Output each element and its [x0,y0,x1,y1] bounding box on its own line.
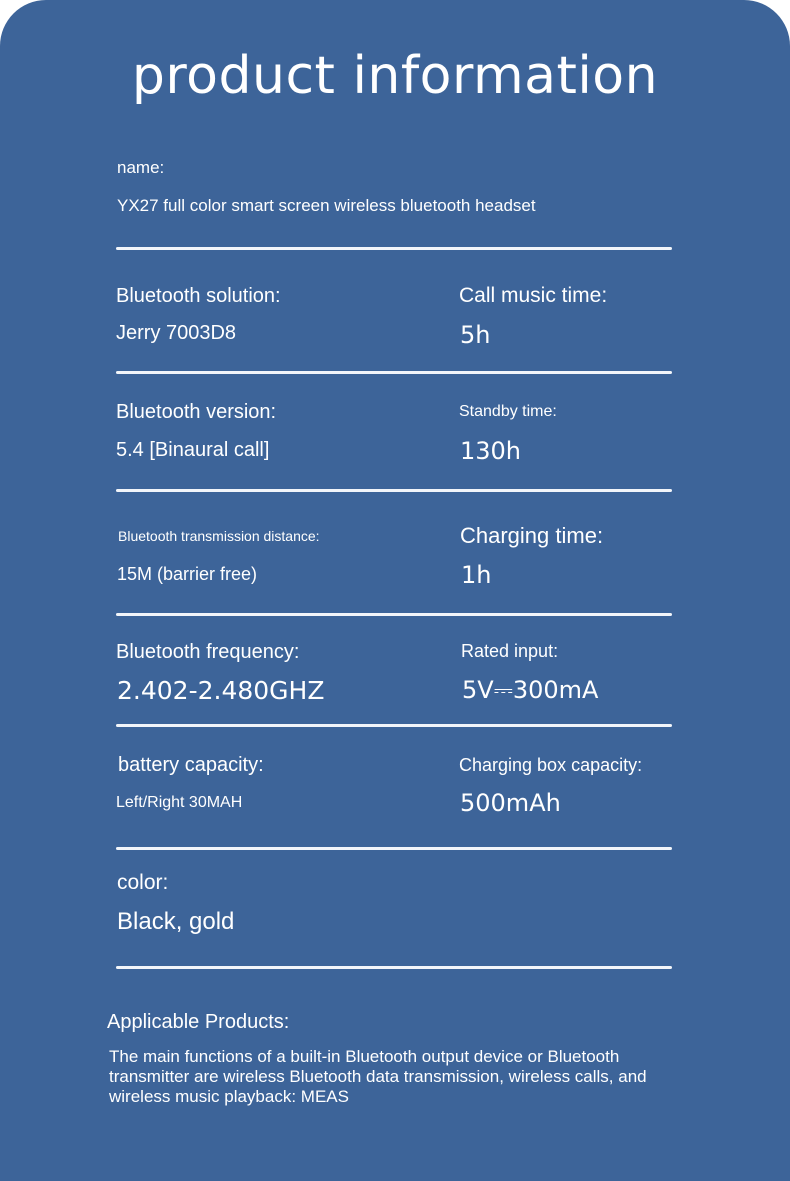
transmission-distance-label: Bluetooth transmission distance: [118,528,320,544]
divider [116,724,672,727]
color-label: color: [117,871,169,894]
battery-capacity-label: battery capacity: [118,754,264,776]
charging-box-capacity-label: Charging box capacity: [459,755,643,775]
standby-time-value: 130h [460,437,522,465]
name-value: YX27 full color smart screen wireless bluetooth headset [117,196,536,215]
bluetooth-frequency-label: Bluetooth frequency: [116,641,300,663]
name-label: name: [117,158,165,177]
applicable-products-text: The main functions of a built-in Bluetooth output device or Bluetooth transmitter are wireless Bluetooth data transmission, wireless calls, and wireless music playback: MEAS [109,1047,647,1106]
divider [116,247,672,250]
bluetooth-frequency-value: 2.402-2.480GHZ [117,676,325,705]
battery-capacity-value: Left/Right 30MAH [116,794,243,811]
applicable-products-label: Applicable Products: [107,1011,290,1033]
divider [116,489,672,492]
transmission-distance-value: 15M (barrier free) [117,564,258,584]
divider [116,847,672,850]
standby-time-label: Standby time: [459,403,557,420]
page-title: product information [131,46,659,106]
divider [116,371,672,374]
color-value: Black, gold [117,908,235,935]
bluetooth-solution-value: Jerry 7003D8 [116,322,237,344]
call-music-time-label: Call music time: [459,284,608,307]
charging-time-value: 1h [461,561,492,589]
divider [116,966,672,969]
bluetooth-version-value: 5.4 [Binaural call] [116,439,270,461]
bluetooth-version-label: Bluetooth version: [116,401,277,423]
divider [116,613,672,616]
call-music-time-value: 5h [460,321,491,349]
charging-box-capacity-value: 500mAh [460,789,561,817]
rated-input-label: Rated input: [461,641,559,661]
bluetooth-solution-label: Bluetooth solution: [116,285,281,307]
rated-input-value: 5V⎓300mA [462,676,599,704]
charging-time-label: Charging time: [460,523,604,548]
